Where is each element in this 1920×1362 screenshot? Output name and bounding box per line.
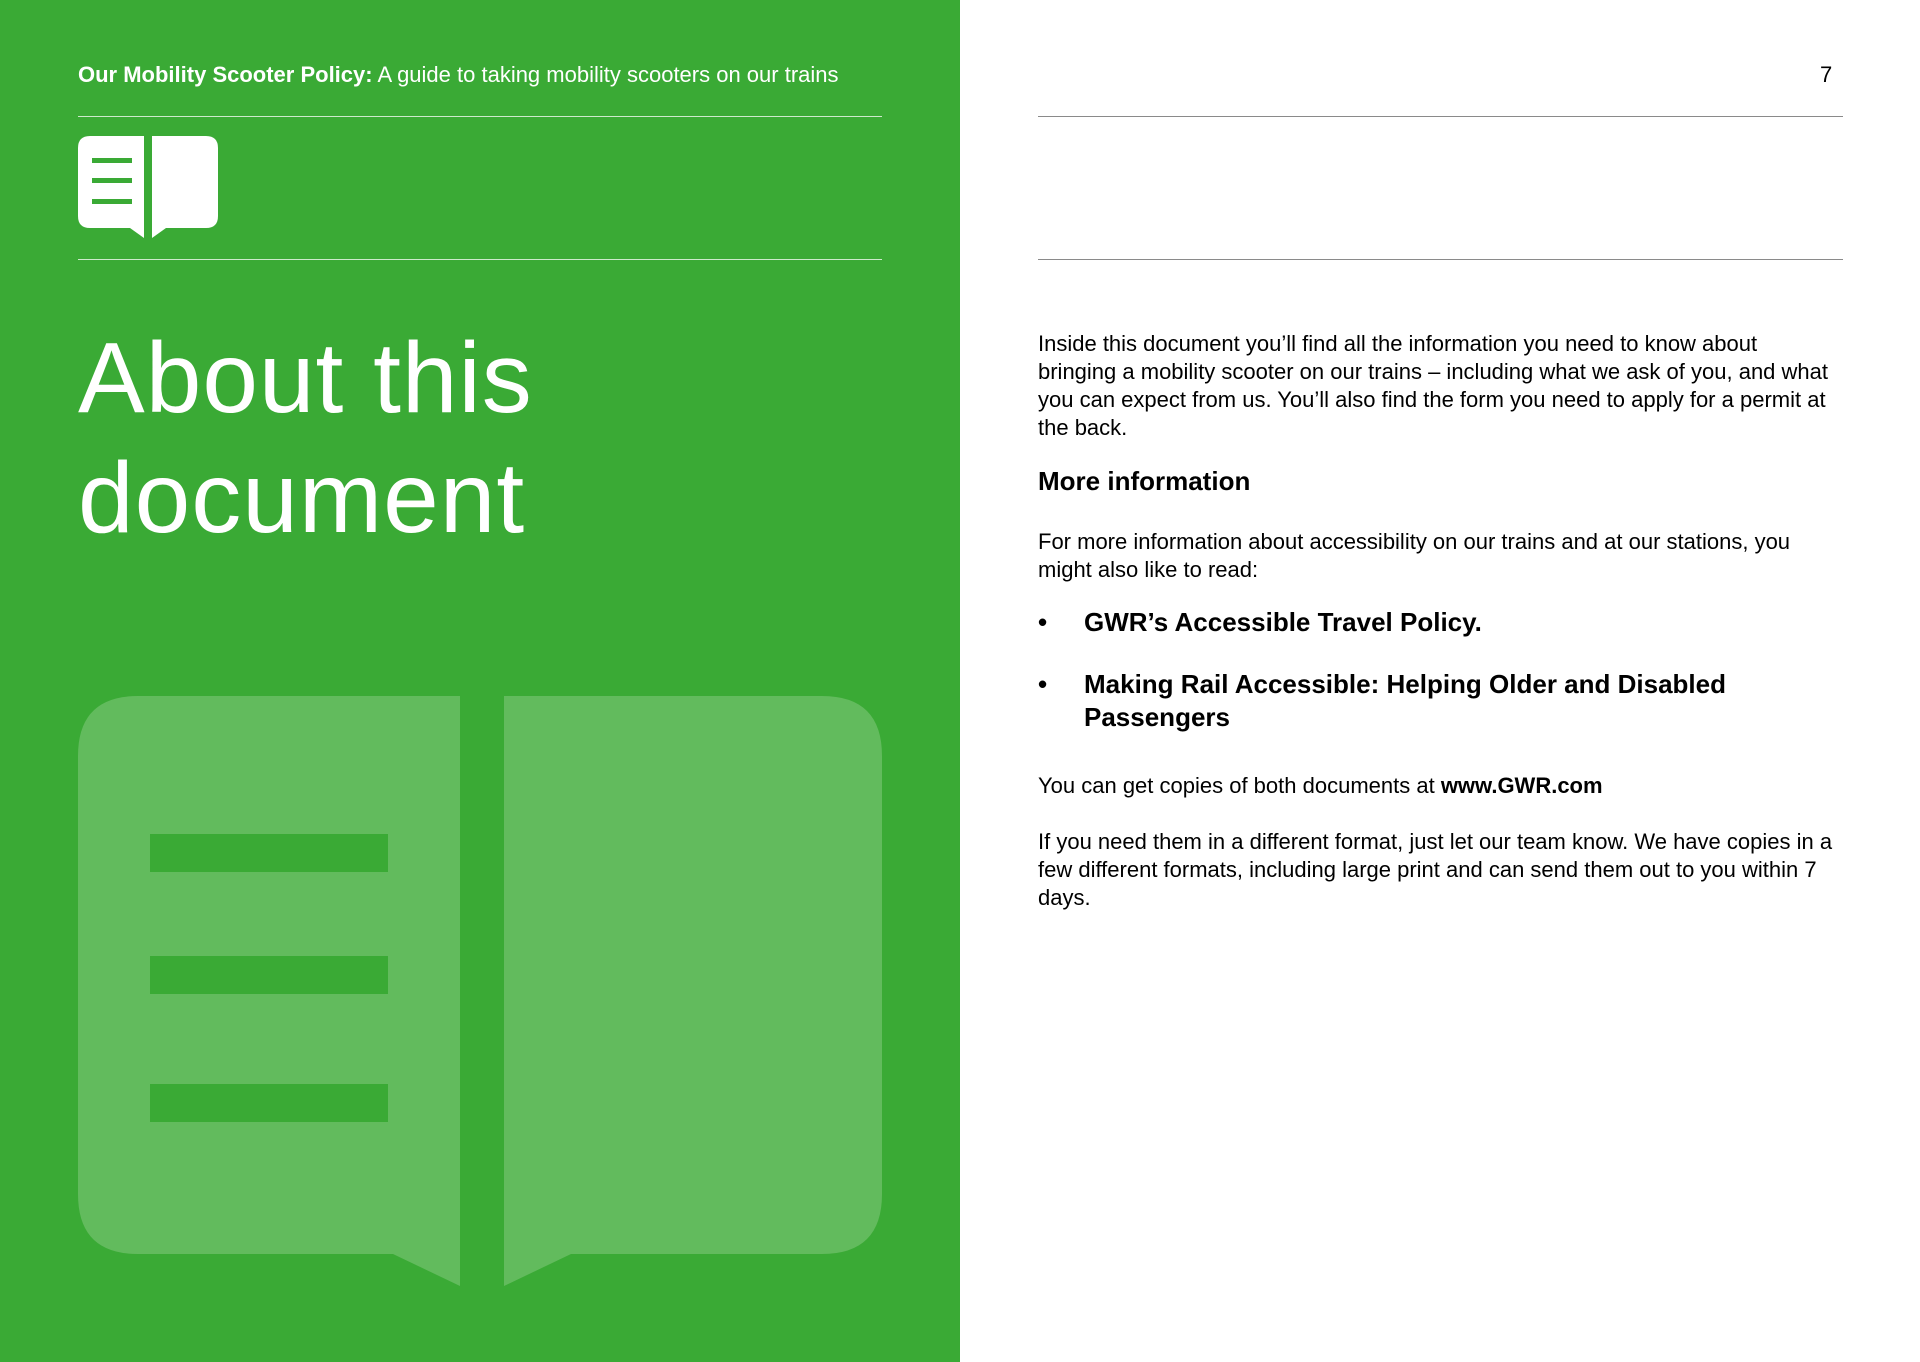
open-book-illustration (78, 696, 882, 1286)
running-header-rest: A guide to taking mobility scooters on our trains (372, 62, 839, 87)
divider (78, 259, 882, 260)
divider (78, 116, 882, 117)
website-link[interactable]: www.GWR.com (1440, 773, 1603, 798)
page-title-line1: About this (78, 322, 533, 434)
page-title-line2: document (78, 442, 526, 554)
list-item (1038, 606, 1838, 639)
bullet-marker: • (1038, 607, 1048, 637)
running-header-bold: Our Mobility Scooter Policy: (78, 62, 373, 87)
divider (1038, 259, 1843, 260)
bullet-marker: • (1038, 669, 1048, 699)
copies-text: You can get copies of both documents at (1038, 773, 1441, 798)
running-header (78, 62, 839, 88)
intro-paragraph: Inside this document you’ll find all the information you need to know about bringing a mobility scooter on our trains – including what we ask of you, and what you can expect from us. You’ll also find the form you need to apply for a permit at the back. (1038, 331, 1828, 440)
page-number: 7 (1820, 62, 1833, 87)
divider (1038, 116, 1843, 117)
more-information-paragraph: For more information about accessibility on our trains and at our stations, you might also like to read: (1038, 529, 1791, 582)
formats-paragraph: If you need them in a different format, just let our team know. We have copies in a few different formats, including large print and can send them out to you within 7 days. (1038, 829, 1833, 910)
list-item-text: Making Rail Accessible: Helping Older and Disabled Passengers (1084, 669, 1726, 732)
more-information-heading: More information (1038, 466, 1251, 496)
page-title (78, 318, 533, 558)
list-item (1038, 668, 1838, 734)
open-book-icon (78, 136, 218, 238)
list-item-text: GWR’s Accessible Travel Policy. (1084, 607, 1482, 637)
copies-paragraph (1038, 772, 1838, 800)
reading-list (1038, 606, 1838, 763)
